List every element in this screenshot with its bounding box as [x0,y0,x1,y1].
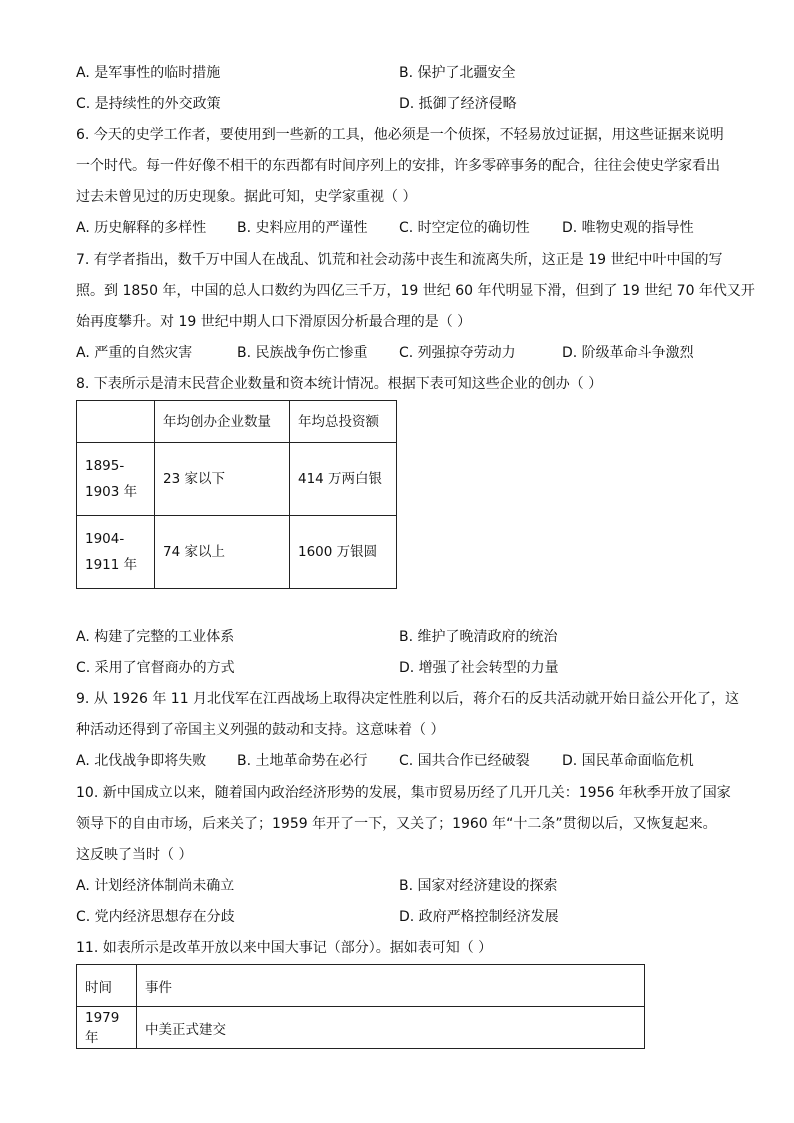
table-cell-period: 1895- 1903 年 [77,443,155,516]
q9-stem-line-2: 种活动还得到了帝国主义列强的鼓动和支持。这意味着（ ） [76,722,445,738]
q9-option-b: B. 土地革命势在必行 [237,753,368,769]
table-cell-count: 23 家以下 [155,443,290,516]
q8-option-b: B. 维护了晚清政府的统治 [399,629,558,645]
q8-table [76,400,397,589]
table-header-cell [77,401,155,443]
q10-option-c: C. 党内经济思想存在分歧 [76,909,235,925]
q9-option-d: D. 国民革命面临危机 [562,753,694,769]
table-cell-period: 1904- 1911 年 [77,516,155,589]
q10-option-b: B. 国家对经济建设的探索 [399,878,558,894]
q11-stem: 11. 如表所示是改革开放以来中国大事记（部分）。据如表可知（ ） [76,940,493,956]
q9-option-c: C. 国共合作已经破裂 [399,753,530,769]
q10-stem-line-3: 这反映了当时（ ） [76,847,193,863]
q10-stem-line-2: 领导下的自由市场，后来关了；1959 年开了一下，又关了；1960 年“十二条”贯彻以后，又恢复起来。 [76,816,717,832]
q7-stem-line-3: 始再度攀升。对 19 世纪中期人口下滑原因分析最合理的是（ ） [76,314,472,330]
table-header-row [77,401,397,443]
table-row [77,1007,645,1049]
q7-stem-line-2: 照。到 1850 年，中国的总人口数约为四亿三千万，19 世纪 60 年代明显下滑，但到了 19 世纪 70 年代又开 [76,283,755,299]
table-header-row [77,965,645,1007]
q6-stem-line-1: 6. 今天的史学工作者，要使用到一些新的工具，他必须是一个侦探，不轻易放过证据，用这些证据来说明 [76,127,724,143]
q5-option-b: B. 保护了北疆安全 [399,65,516,81]
table-row [77,516,397,589]
table-row [77,443,397,516]
q6-option-a: A. 历史解释的多样性 [76,220,207,236]
q7-option-a: A. 严重的自然灾害 [76,345,193,361]
q11-table [76,964,645,1049]
q5-option-d: D. 抵御了经济侵略 [399,96,517,112]
table-header-cell: 事件 [137,965,645,1007]
table-header-cell: 时间 [77,965,137,1007]
q8-option-d: D. 增强了社会转型的力量 [399,660,559,676]
q5-option-a: A. 是军事性的临时措施 [76,65,221,81]
q6-option-d: D. 唯物史观的指导性 [562,220,694,236]
q7-option-d: D. 阶级革命斗争激烈 [562,345,694,361]
table-header-cell: 年均总投资额 [290,401,397,443]
q10-stem-line-1: 10. 新中国成立以来，随着国内政治经济形势的发展，集市贸易历经了几开几关：1956 年秋季开放了国家 [76,785,731,801]
table-cell-time: 1979 年 [77,1007,137,1049]
q6-stem-line-2: 一个时代。每一件好像不相干的东西都有时间序列上的安排，许多零碎事务的配合，往往会使史学家看出 [76,158,720,174]
table-cell-count: 74 家以上 [155,516,290,589]
table-cell-event: 中美正式建交 [137,1007,645,1049]
q8-option-c: C. 采用了官督商办的方式 [76,660,235,676]
table-cell-investment: 1600 万银圆 [290,516,397,589]
q8-option-a: A. 构建了完整的工业体系 [76,629,235,645]
q5-option-c: C. 是持续性的外交政策 [76,96,221,112]
q8-stem: 8. 下表所示是清末民营企业数量和资本统计情况。根据下表可知这些企业的创办（ ） [76,376,603,392]
table-cell-investment: 414 万两白银 [290,443,397,516]
q6-option-b: B. 史料应用的严谨性 [237,220,368,236]
q9-option-a: A. 北伐战争即将失败 [76,753,207,769]
q6-stem-line-3: 过去未曾见过的历史现象。据此可知，史学家重视（ ） [76,189,417,205]
q6-option-c: C. 时空定位的确切性 [399,220,530,236]
q7-option-c: C. 列强掠夺劳动力 [399,345,516,361]
table-header-cell: 年均创办企业数量 [155,401,290,443]
q10-option-a: A. 计划经济体制尚未确立 [76,878,235,894]
q10-option-d: D. 政府严格控制经济发展 [399,909,559,925]
q7-option-b: B. 民族战争伤亡惨重 [237,345,368,361]
q9-stem-line-1: 9. 从 1926 年 11 月北伐军在江西战场上取得决定性胜利以后，蒋介石的反共活动就开始日益公开化了，这 [76,691,740,707]
q7-stem-line-1: 7. 有学者指出，数千万中国人在战乱、饥荒和社会动荡中丧生和流离失所，这正是 19 世纪中叶中国的写 [76,252,723,268]
